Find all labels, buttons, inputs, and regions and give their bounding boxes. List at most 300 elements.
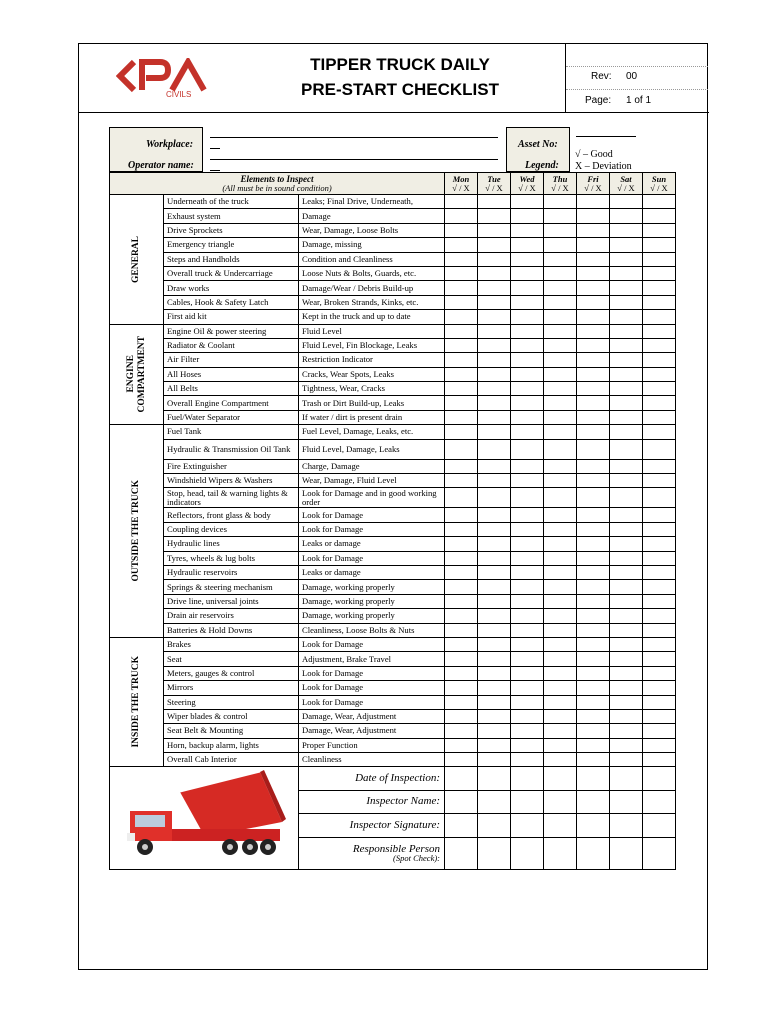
check-cell-thu[interactable] [544,565,577,579]
check-cell-sat[interactable] [610,238,643,252]
check-cell-sun[interactable] [643,594,676,608]
check-cell-fri[interactable] [577,580,610,594]
check-cell-fri[interactable] [577,425,610,439]
check-cell-thu[interactable] [544,382,577,396]
check-cell-fri[interactable] [577,508,610,522]
check-cell-thu[interactable] [544,508,577,522]
check-cell-tue[interactable] [478,594,511,608]
signoff-cell-mon[interactable] [445,790,478,813]
check-cell-sun[interactable] [643,338,676,352]
check-cell-sat[interactable] [610,637,643,651]
check-cell-sat[interactable] [610,209,643,223]
check-cell-tue[interactable] [478,459,511,473]
check-cell-tue[interactable] [478,551,511,565]
check-cell-tue[interactable] [478,238,511,252]
check-cell-sun[interactable] [643,580,676,594]
check-cell-sun[interactable] [643,353,676,367]
check-cell-sun[interactable] [643,551,676,565]
check-cell-sat[interactable] [610,594,643,608]
check-cell-sun[interactable] [643,367,676,381]
check-cell-wed[interactable] [511,396,544,410]
check-cell-sun[interactable] [643,425,676,439]
check-cell-tue[interactable] [478,488,511,508]
check-cell-sat[interactable] [610,488,643,508]
check-cell-sat[interactable] [610,666,643,680]
check-cell-thu[interactable] [544,738,577,752]
check-cell-wed[interactable] [511,551,544,565]
check-cell-sun[interactable] [643,738,676,752]
check-cell-fri[interactable] [577,681,610,695]
check-cell-thu[interactable] [544,324,577,338]
check-cell-sun[interactable] [643,652,676,666]
check-cell-tue[interactable] [478,637,511,651]
check-cell-sat[interactable] [610,551,643,565]
signoff-cell-mon[interactable] [445,813,478,837]
check-cell-sat[interactable] [610,195,643,209]
check-cell-tue[interactable] [478,623,511,637]
check-cell-wed[interactable] [511,223,544,237]
check-cell-fri[interactable] [577,439,610,459]
check-cell-sun[interactable] [643,310,676,324]
check-cell-sun[interactable] [643,252,676,266]
check-cell-tue[interactable] [478,565,511,579]
check-cell-mon[interactable] [445,681,478,695]
signoff-cell-thu[interactable] [544,838,577,870]
check-cell-wed[interactable] [511,266,544,280]
check-cell-tue[interactable] [478,209,511,223]
signoff-cell-sun[interactable] [643,838,676,870]
check-cell-sat[interactable] [610,310,643,324]
check-cell-sun[interactable] [643,324,676,338]
check-cell-fri[interactable] [577,738,610,752]
check-cell-mon[interactable] [445,238,478,252]
check-cell-tue[interactable] [478,195,511,209]
check-cell-sat[interactable] [610,580,643,594]
check-cell-wed[interactable] [511,252,544,266]
check-cell-thu[interactable] [544,580,577,594]
check-cell-sat[interactable] [610,724,643,738]
check-cell-mon[interactable] [445,637,478,651]
check-cell-tue[interactable] [478,724,511,738]
check-cell-sun[interactable] [643,609,676,623]
check-cell-wed[interactable] [511,594,544,608]
check-cell-sun[interactable] [643,439,676,459]
check-cell-wed[interactable] [511,367,544,381]
check-cell-tue[interactable] [478,652,511,666]
check-cell-wed[interactable] [511,295,544,309]
workplace-input-2[interactable] [210,148,220,149]
check-cell-wed[interactable] [511,324,544,338]
check-cell-thu[interactable] [544,367,577,381]
check-cell-fri[interactable] [577,652,610,666]
check-cell-tue[interactable] [478,709,511,723]
check-cell-sun[interactable] [643,666,676,680]
check-cell-sat[interactable] [610,652,643,666]
check-cell-sun[interactable] [643,724,676,738]
check-cell-sun[interactable] [643,695,676,709]
check-cell-mon[interactable] [445,753,478,767]
check-cell-sat[interactable] [610,537,643,551]
check-cell-sat[interactable] [610,324,643,338]
signoff-cell-mon[interactable] [445,767,478,790]
check-cell-sun[interactable] [643,637,676,651]
check-cell-sun[interactable] [643,709,676,723]
check-cell-sat[interactable] [610,223,643,237]
check-cell-thu[interactable] [544,637,577,651]
check-cell-tue[interactable] [478,252,511,266]
check-cell-thu[interactable] [544,474,577,488]
check-cell-wed[interactable] [511,338,544,352]
check-cell-fri[interactable] [577,324,610,338]
check-cell-tue[interactable] [478,410,511,424]
check-cell-tue[interactable] [478,580,511,594]
check-cell-fri[interactable] [577,238,610,252]
signoff-cell-fri[interactable] [577,813,610,837]
check-cell-tue[interactable] [478,609,511,623]
check-cell-wed[interactable] [511,425,544,439]
check-cell-fri[interactable] [577,459,610,473]
check-cell-tue[interactable] [478,425,511,439]
signoff-cell-sun[interactable] [643,767,676,790]
check-cell-thu[interactable] [544,396,577,410]
check-cell-tue[interactable] [478,382,511,396]
check-cell-wed[interactable] [511,724,544,738]
check-cell-sat[interactable] [610,439,643,459]
check-cell-wed[interactable] [511,353,544,367]
check-cell-tue[interactable] [478,753,511,767]
check-cell-thu[interactable] [544,724,577,738]
check-cell-thu[interactable] [544,209,577,223]
check-cell-thu[interactable] [544,623,577,637]
check-cell-thu[interactable] [544,594,577,608]
check-cell-mon[interactable] [445,425,478,439]
check-cell-fri[interactable] [577,474,610,488]
check-cell-sun[interactable] [643,382,676,396]
check-cell-sat[interactable] [610,367,643,381]
check-cell-sat[interactable] [610,753,643,767]
signoff-cell-wed[interactable] [511,838,544,870]
signoff-cell-tue[interactable] [478,767,511,790]
check-cell-wed[interactable] [511,753,544,767]
check-cell-wed[interactable] [511,637,544,651]
signoff-cell-sat[interactable] [610,838,643,870]
check-cell-wed[interactable] [511,508,544,522]
check-cell-tue[interactable] [478,223,511,237]
check-cell-tue[interactable] [478,338,511,352]
check-cell-thu[interactable] [544,488,577,508]
check-cell-fri[interactable] [577,551,610,565]
check-cell-sun[interactable] [643,238,676,252]
signoff-cell-tue[interactable] [478,838,511,870]
operator-input[interactable] [210,159,498,160]
check-cell-mon[interactable] [445,709,478,723]
check-cell-thu[interactable] [544,238,577,252]
check-cell-sun[interactable] [643,565,676,579]
check-cell-mon[interactable] [445,609,478,623]
check-cell-mon[interactable] [445,223,478,237]
check-cell-mon[interactable] [445,353,478,367]
check-cell-wed[interactable] [511,623,544,637]
check-cell-sat[interactable] [610,266,643,280]
check-cell-sun[interactable] [643,223,676,237]
check-cell-mon[interactable] [445,724,478,738]
check-cell-sun[interactable] [643,488,676,508]
check-cell-mon[interactable] [445,382,478,396]
check-cell-wed[interactable] [511,537,544,551]
check-cell-thu[interactable] [544,310,577,324]
check-cell-mon[interactable] [445,367,478,381]
signoff-cell-mon[interactable] [445,838,478,870]
check-cell-fri[interactable] [577,295,610,309]
check-cell-thu[interactable] [544,410,577,424]
check-cell-fri[interactable] [577,367,610,381]
check-cell-tue[interactable] [478,695,511,709]
check-cell-tue[interactable] [478,508,511,522]
check-cell-mon[interactable] [445,439,478,459]
check-cell-fri[interactable] [577,537,610,551]
check-cell-mon[interactable] [445,738,478,752]
check-cell-wed[interactable] [511,410,544,424]
check-cell-tue[interactable] [478,738,511,752]
check-cell-tue[interactable] [478,281,511,295]
check-cell-wed[interactable] [511,459,544,473]
check-cell-tue[interactable] [478,439,511,459]
signoff-cell-sun[interactable] [643,790,676,813]
check-cell-wed[interactable] [511,580,544,594]
signoff-cell-fri[interactable] [577,838,610,870]
signoff-cell-thu[interactable] [544,790,577,813]
check-cell-sat[interactable] [610,522,643,536]
check-cell-sun[interactable] [643,295,676,309]
check-cell-fri[interactable] [577,195,610,209]
signoff-cell-thu[interactable] [544,813,577,837]
check-cell-fri[interactable] [577,724,610,738]
check-cell-mon[interactable] [445,666,478,680]
check-cell-fri[interactable] [577,623,610,637]
check-cell-mon[interactable] [445,474,478,488]
check-cell-sun[interactable] [643,396,676,410]
check-cell-thu[interactable] [544,281,577,295]
check-cell-fri[interactable] [577,609,610,623]
check-cell-mon[interactable] [445,324,478,338]
check-cell-fri[interactable] [577,410,610,424]
check-cell-thu[interactable] [544,295,577,309]
check-cell-fri[interactable] [577,709,610,723]
check-cell-mon[interactable] [445,310,478,324]
check-cell-fri[interactable] [577,338,610,352]
signoff-cell-sat[interactable] [610,813,643,837]
signoff-cell-fri[interactable] [577,767,610,790]
check-cell-sun[interactable] [643,209,676,223]
check-cell-fri[interactable] [577,753,610,767]
check-cell-tue[interactable] [478,295,511,309]
signoff-cell-wed[interactable] [511,813,544,837]
check-cell-tue[interactable] [478,537,511,551]
check-cell-fri[interactable] [577,522,610,536]
check-cell-sat[interactable] [610,338,643,352]
check-cell-wed[interactable] [511,738,544,752]
check-cell-mon[interactable] [445,652,478,666]
check-cell-sat[interactable] [610,738,643,752]
check-cell-sat[interactable] [610,353,643,367]
check-cell-sat[interactable] [610,681,643,695]
check-cell-sun[interactable] [643,281,676,295]
check-cell-sun[interactable] [643,681,676,695]
check-cell-mon[interactable] [445,410,478,424]
check-cell-sun[interactable] [643,410,676,424]
check-cell-tue[interactable] [478,666,511,680]
check-cell-tue[interactable] [478,681,511,695]
check-cell-sat[interactable] [610,609,643,623]
check-cell-fri[interactable] [577,488,610,508]
signoff-cell-thu[interactable] [544,767,577,790]
check-cell-wed[interactable] [511,310,544,324]
check-cell-mon[interactable] [445,522,478,536]
check-cell-tue[interactable] [478,474,511,488]
check-cell-thu[interactable] [544,609,577,623]
check-cell-mon[interactable] [445,594,478,608]
operator-input-2[interactable] [210,170,220,171]
check-cell-sun[interactable] [643,474,676,488]
check-cell-mon[interactable] [445,209,478,223]
check-cell-wed[interactable] [511,666,544,680]
check-cell-mon[interactable] [445,252,478,266]
check-cell-mon[interactable] [445,537,478,551]
check-cell-wed[interactable] [511,209,544,223]
signoff-cell-sun[interactable] [643,813,676,837]
signoff-cell-sat[interactable] [610,790,643,813]
check-cell-fri[interactable] [577,209,610,223]
check-cell-sat[interactable] [610,474,643,488]
check-cell-wed[interactable] [511,652,544,666]
check-cell-wed[interactable] [511,195,544,209]
check-cell-mon[interactable] [445,695,478,709]
check-cell-sat[interactable] [610,396,643,410]
check-cell-wed[interactable] [511,488,544,508]
check-cell-thu[interactable] [544,537,577,551]
check-cell-sun[interactable] [643,195,676,209]
check-cell-fri[interactable] [577,281,610,295]
check-cell-wed[interactable] [511,439,544,459]
check-cell-wed[interactable] [511,709,544,723]
check-cell-wed[interactable] [511,695,544,709]
check-cell-tue[interactable] [478,367,511,381]
check-cell-sat[interactable] [610,410,643,424]
check-cell-mon[interactable] [445,266,478,280]
check-cell-mon[interactable] [445,580,478,594]
check-cell-wed[interactable] [511,281,544,295]
check-cell-mon[interactable] [445,396,478,410]
check-cell-thu[interactable] [544,459,577,473]
check-cell-mon[interactable] [445,195,478,209]
signoff-cell-tue[interactable] [478,813,511,837]
check-cell-fri[interactable] [577,396,610,410]
check-cell-mon[interactable] [445,565,478,579]
check-cell-mon[interactable] [445,488,478,508]
check-cell-sat[interactable] [610,565,643,579]
check-cell-thu[interactable] [544,753,577,767]
check-cell-sat[interactable] [610,695,643,709]
check-cell-thu[interactable] [544,223,577,237]
check-cell-sun[interactable] [643,266,676,280]
check-cell-fri[interactable] [577,252,610,266]
check-cell-thu[interactable] [544,681,577,695]
check-cell-mon[interactable] [445,551,478,565]
check-cell-tue[interactable] [478,324,511,338]
check-cell-thu[interactable] [544,353,577,367]
workplace-input[interactable] [210,137,498,138]
check-cell-thu[interactable] [544,551,577,565]
check-cell-thu[interactable] [544,522,577,536]
check-cell-thu[interactable] [544,439,577,459]
check-cell-wed[interactable] [511,565,544,579]
check-cell-fri[interactable] [577,353,610,367]
check-cell-sun[interactable] [643,459,676,473]
check-cell-wed[interactable] [511,382,544,396]
check-cell-sat[interactable] [610,459,643,473]
check-cell-sun[interactable] [643,623,676,637]
check-cell-sun[interactable] [643,537,676,551]
check-cell-wed[interactable] [511,609,544,623]
check-cell-fri[interactable] [577,310,610,324]
check-cell-mon[interactable] [445,459,478,473]
check-cell-fri[interactable] [577,666,610,680]
check-cell-fri[interactable] [577,382,610,396]
check-cell-mon[interactable] [445,623,478,637]
check-cell-sun[interactable] [643,508,676,522]
check-cell-sat[interactable] [610,508,643,522]
check-cell-wed[interactable] [511,681,544,695]
check-cell-thu[interactable] [544,252,577,266]
check-cell-fri[interactable] [577,695,610,709]
check-cell-wed[interactable] [511,474,544,488]
check-cell-tue[interactable] [478,522,511,536]
check-cell-tue[interactable] [478,310,511,324]
check-cell-sun[interactable] [643,753,676,767]
check-cell-fri[interactable] [577,266,610,280]
check-cell-fri[interactable] [577,594,610,608]
check-cell-mon[interactable] [445,508,478,522]
check-cell-tue[interactable] [478,396,511,410]
check-cell-sat[interactable] [610,295,643,309]
check-cell-thu[interactable] [544,425,577,439]
signoff-cell-wed[interactable] [511,767,544,790]
check-cell-sun[interactable] [643,522,676,536]
check-cell-thu[interactable] [544,195,577,209]
check-cell-thu[interactable] [544,652,577,666]
signoff-cell-fri[interactable] [577,790,610,813]
check-cell-fri[interactable] [577,565,610,579]
check-cell-thu[interactable] [544,266,577,280]
check-cell-sat[interactable] [610,623,643,637]
check-cell-sat[interactable] [610,281,643,295]
check-cell-thu[interactable] [544,666,577,680]
check-cell-sat[interactable] [610,382,643,396]
signoff-cell-sat[interactable] [610,767,643,790]
check-cell-mon[interactable] [445,295,478,309]
check-cell-thu[interactable] [544,709,577,723]
check-cell-wed[interactable] [511,522,544,536]
check-cell-fri[interactable] [577,637,610,651]
check-cell-sat[interactable] [610,425,643,439]
check-cell-tue[interactable] [478,353,511,367]
signoff-cell-tue[interactable] [478,790,511,813]
check-cell-mon[interactable] [445,281,478,295]
signoff-cell-wed[interactable] [511,790,544,813]
check-cell-wed[interactable] [511,238,544,252]
check-cell-sat[interactable] [610,709,643,723]
check-cell-thu[interactable] [544,695,577,709]
